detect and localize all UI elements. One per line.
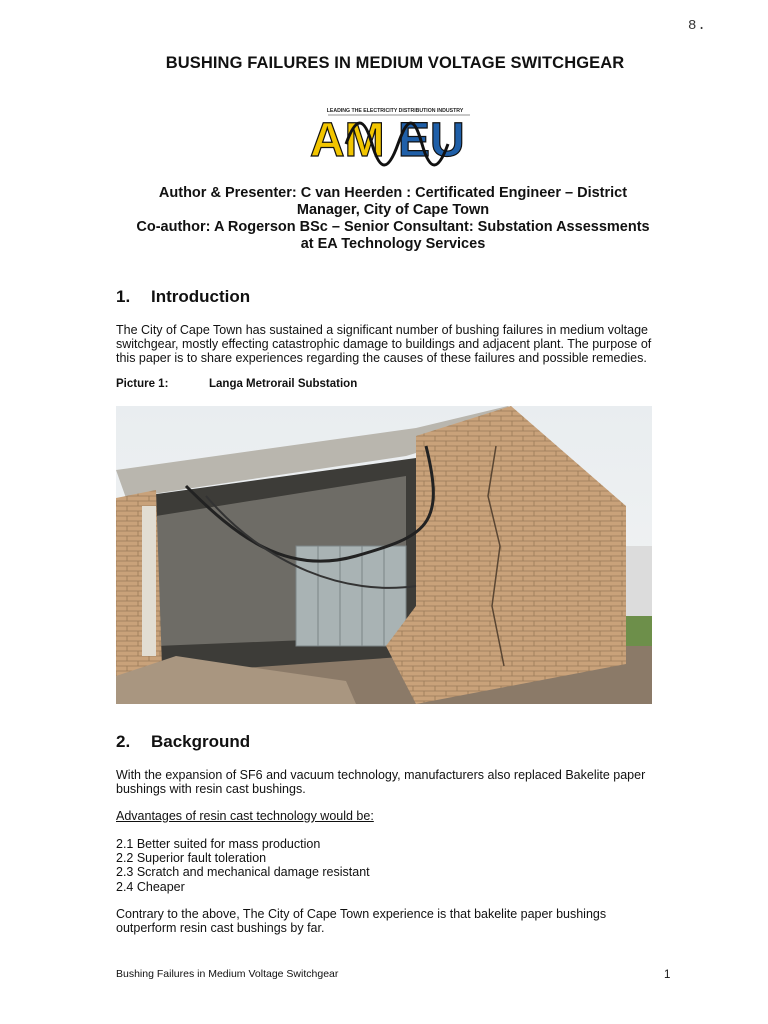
section-title: Introduction [151,287,251,306]
text-line: outperform resin cast bushings by far. [116,921,325,936]
svg-text:EU: EU [398,114,465,167]
author-line: Manager, City of Cape Town [296,202,490,218]
author-line: Author & Presenter: C van Heerden : Certificated Engineer – District [158,185,628,201]
document-title: BUSHING FAILURES IN MEDIUM VOLTAGE SWITCHGEAR [165,54,625,72]
picture-caption [116,378,357,390]
text-line: Contrary to the above, The City of Cape Town experience is that bakelite paper bushings [116,907,607,921]
svg-text:AM: AM [310,114,385,167]
section-heading-background [116,732,250,752]
section-number: 2. [116,732,131,751]
list-item: 2.1 Better suited for mass production [116,837,321,851]
conclusion-paragraph [116,907,606,935]
advantages-list [116,837,370,894]
list-item: 2.4 Cheaper [116,879,185,894]
author-block [110,185,676,253]
picture-label: Picture 1: [116,378,169,390]
text-line: The City of Cape Town has sustained a significant number of bushing failures in medium voltage [116,323,649,337]
text-line: bushings with resin cast bushings. [116,782,306,797]
text-line: With the expansion of SF6 and vacuum technology, manufacturers also replaced Bakelite paper [116,768,646,782]
text-line: this paper is to share experiences regarding the causes of these failures and possible remedies. [116,351,647,366]
footer-page-number: 1 [664,969,671,981]
substation-photo [116,406,652,704]
ameu-logo [306,106,484,174]
footer-title: Bushing Failures in Medium Voltage Switchgear [116,968,339,980]
list-item: 2.3 Scratch and mechanical damage resistant [116,865,370,880]
background-paragraph [116,768,645,796]
coauthor-line: at EA Technology Services [300,236,486,252]
text-line: switchgear, mostly effecting catastrophic damage to buildings and adjacent plant. The purpose of [116,337,652,352]
logo-tagline: LEADING THE ELECTRICITY DISTRIBUTION INDUSTRY [326,108,464,114]
coauthor-line: Co-author: A Rogerson BSc – Senior Consultant: Substation Assessments [136,219,650,235]
introduction-paragraph [116,323,651,366]
list-item: 2.2 Superior fault toleration [116,851,267,866]
advantages-heading: Advantages of resin cast technology would be: [116,809,374,823]
section-heading-introduction [116,287,250,307]
page-mark: 8. [688,18,707,34]
section-number: 1. [116,287,131,306]
section-title: Background [151,732,251,751]
picture-title: Langa Metrorail Substation [209,378,358,390]
